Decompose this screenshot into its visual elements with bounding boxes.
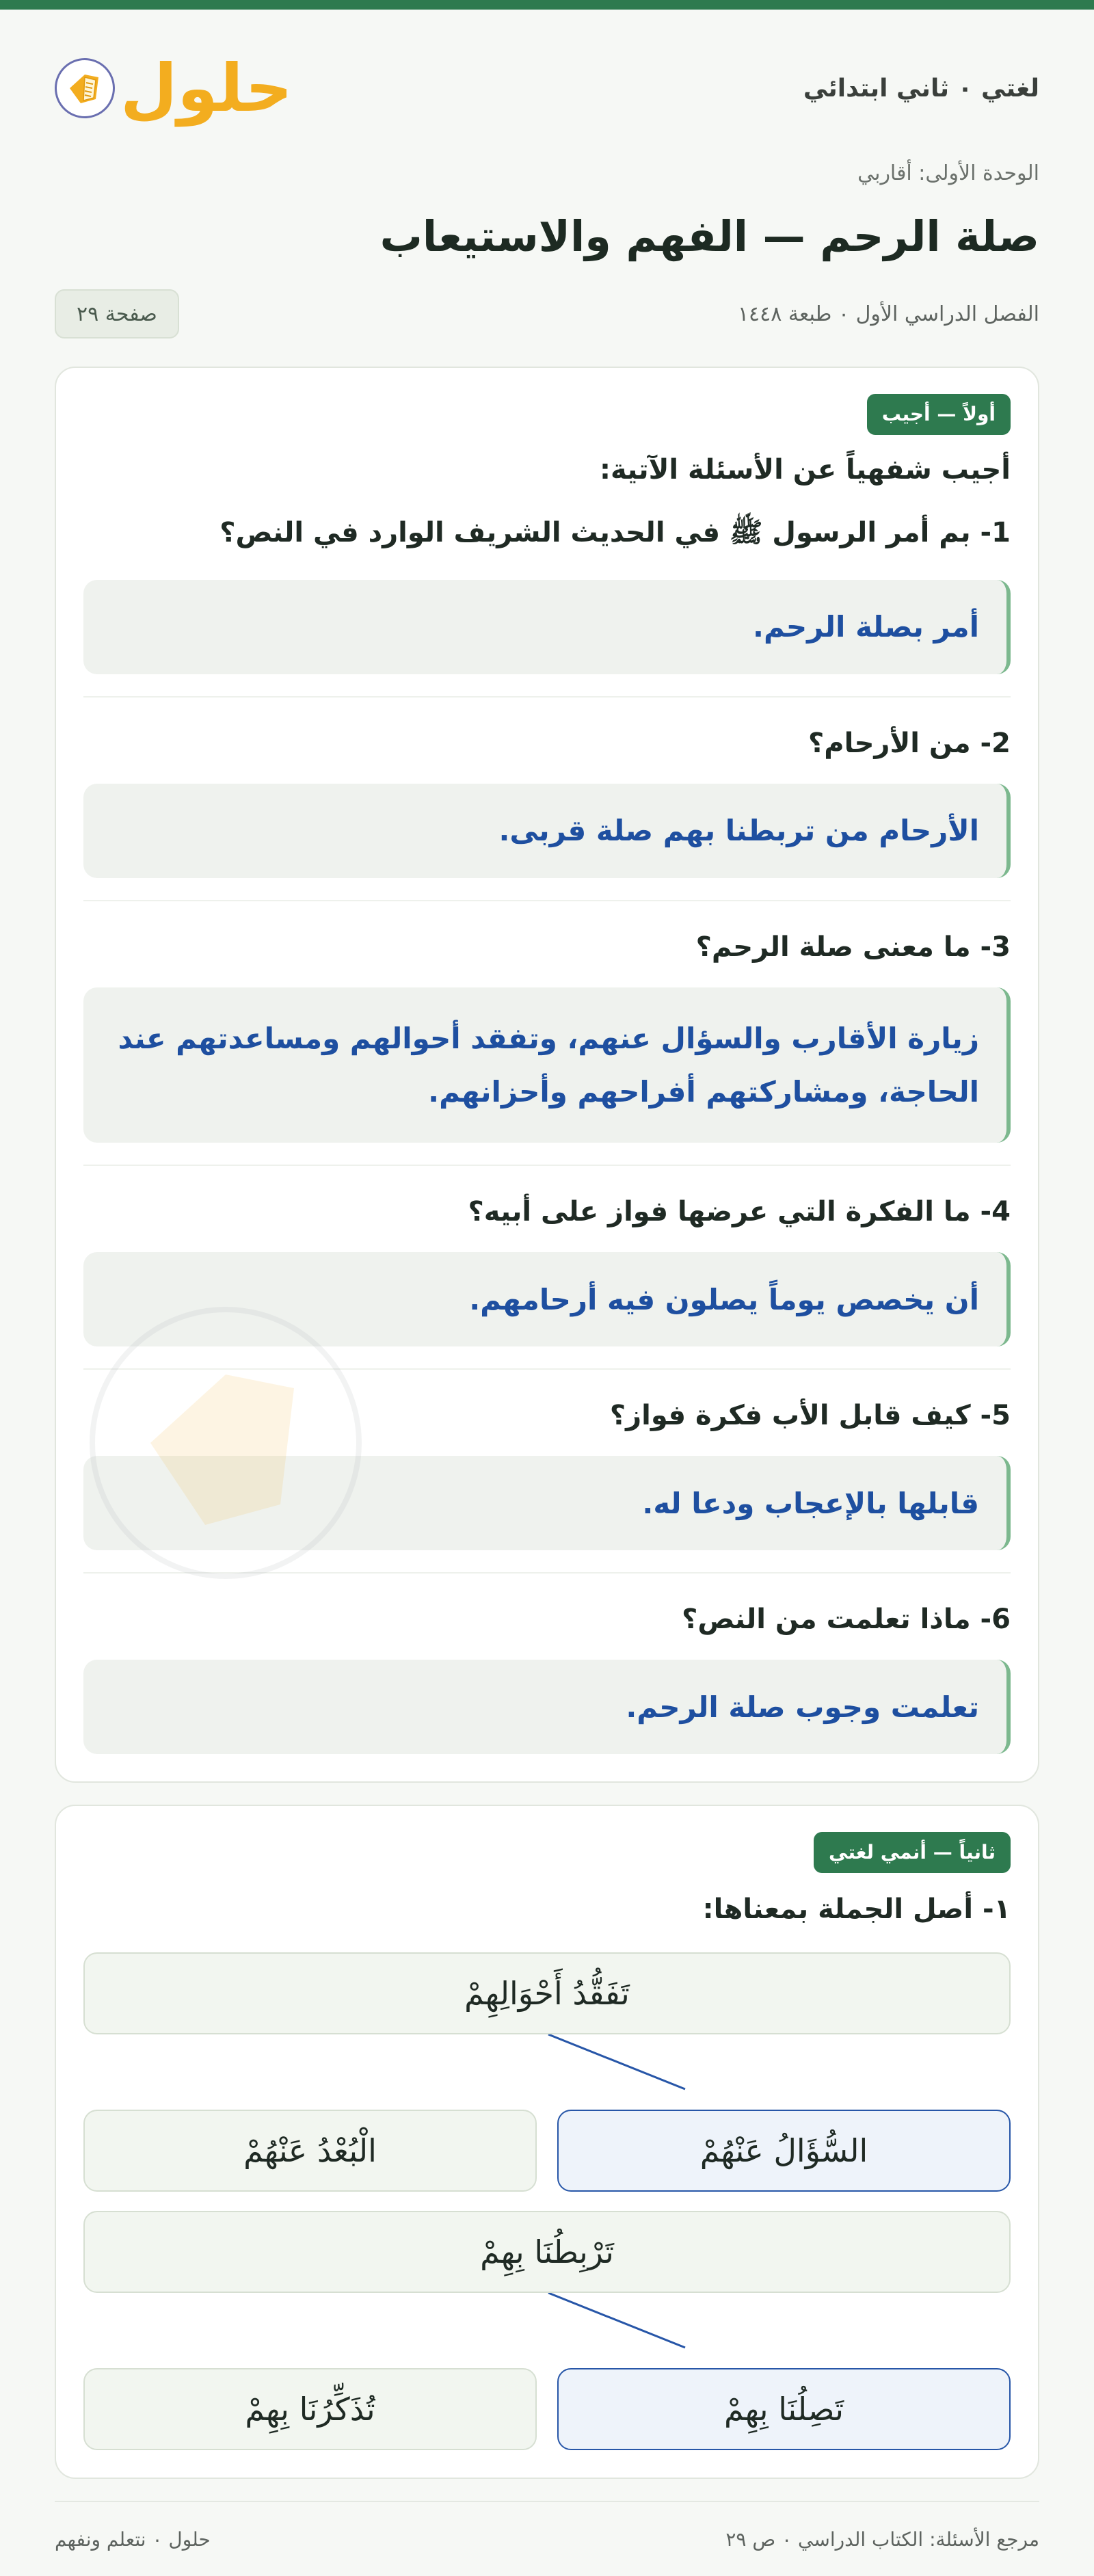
match-options-row [83,2110,1011,2192]
section-matching-card [55,1805,1039,2479]
question-text: 5- كيف قابل الأب فكرة فواز؟ [609,1400,1011,1432]
answer-box [83,1456,1011,1550]
top-accent-bar [0,0,1094,10]
question-text: 4- ما الفكرة التي عرضها فواز على أبيه؟ [468,1196,1011,1228]
match-option-selected[interactable]: تَصِلُنَا بِهِمْ [557,2368,1011,2450]
question-item [83,1370,1011,1574]
answer-box [83,987,1011,1143]
meta-row [0,289,1094,339]
question-text: 6- ماذا تعلمت من النص؟ [682,1604,1011,1636]
answer-box [83,1660,1011,1754]
question-item [83,1166,1011,1370]
footer-reference: مرجع الأسئلة: الكتاب الدراسي ٠ ص ٢٩ [725,2527,1039,2551]
answer-box [83,580,1011,674]
question-item [83,1574,1011,1754]
term-label: الفصل الدراسي الأول ٠ طبعة ١٤٤٨ [737,302,1039,326]
page-header [0,10,1094,167]
section-badge: أولاً — أجيب [867,394,1011,435]
answer-text: أمر بصلة الرحم. [753,610,979,644]
answer-text: أن يخصص يوماً يصلون فيه أرحامهم. [469,1282,979,1316]
question-text: 1- بم أمر الرسول ﷺ في الحديث الشريف الوارد في النص؟ [219,517,1011,548]
page-number-badge: صفحة ٢٩ [55,289,179,338]
match-option[interactable]: الْبُعْدُ عَنْهُمْ [83,2110,537,2192]
footer-brand: حلول ٠ نتعلم ونفهم [55,2527,211,2551]
page-footer [55,2501,1039,2576]
question-text: 2- من الأرحام؟ [808,728,1011,759]
matching-title: ١- أصل الجملة بمعناها: [702,1894,1011,1926]
page-title: صلة الرحم — الفهم والاستيعاب [379,211,1039,261]
answer-text: زيارة الأقارب والسؤال عنهم، وتفقد أحوالهم ومساعدتهم عند الحاجة، ومشاركتهم أفراحهم وأحزانهم. [118,1022,979,1108]
question-item [83,486,1011,698]
logo-text: حلول [120,50,293,127]
match-options-row [83,2368,1011,2450]
answer-text: الأرحام من تربطنا بهم صلة قربى. [498,814,979,848]
match-connector [83,2034,1011,2110]
question-item [83,698,1011,901]
question-item [83,901,1011,1166]
match-connector [83,2293,1011,2368]
section-instruction: أجيب شفهياً عن الأسئلة الآتية: [600,454,1011,486]
match-option[interactable]: تُذَكِّرُنَا بِهِمْ [83,2368,537,2450]
section-badge: ثانياً — أنمي لغتي [814,1832,1011,1873]
site-logo[interactable] [55,50,293,127]
answer-box [83,1252,1011,1346]
book-icon [55,58,115,118]
match-option-selected[interactable]: السُّؤَالُ عَنْهُمْ [557,2110,1011,2192]
subject-label: لغتي ٠ ثاني ابتدائي [803,74,1039,103]
section-answers-card [55,367,1039,1783]
match-phrase: تَفَقُّدُ أَحْوَالِهِمْ [83,1952,1011,2034]
answer-text: قابلها بالإعجاب ودعا له. [642,1486,979,1520]
match-phrase: تَرْبِطُنَا بِهِمْ [83,2211,1011,2293]
unit-label: الوحدة الأولى: أقاربي [857,161,1039,185]
question-text: 3- ما معنى صلة الرحم؟ [695,931,1011,963]
answer-box [83,784,1011,878]
answer-text: تعلمت وجوب صلة الرحم. [626,1690,979,1724]
